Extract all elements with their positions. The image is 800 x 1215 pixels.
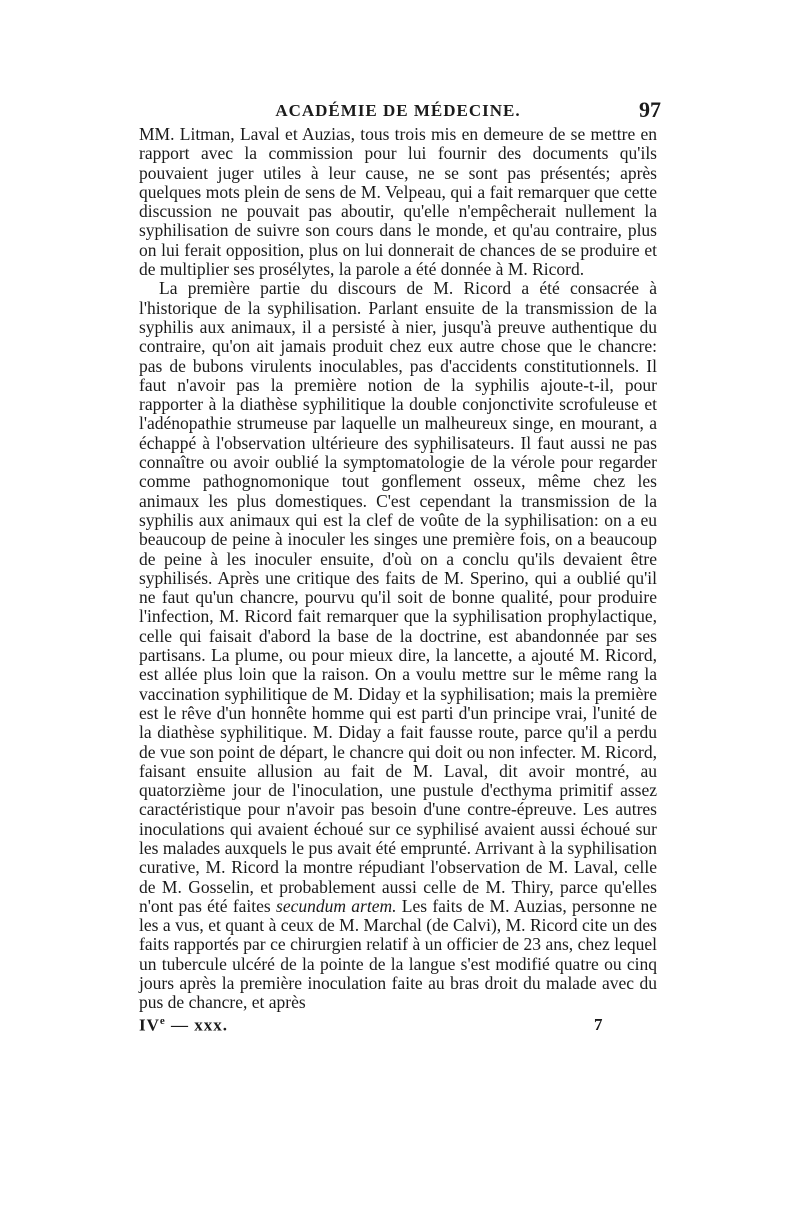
paragraph-2 (139, 279, 657, 1012)
page-footer (139, 1015, 657, 1039)
italic-phrase: secundum artem. (276, 895, 397, 916)
paragraph-2-closing: Les faits de M. Auzias, personne ne les a vus, et quant à ceux de M. Marchal (de Calvi), M. Ricord cite un des faits rapportés par ce chirurgien relatif à un officier de 23 ans, chez lequel un tubercule ulcéré de la pointe de la langue s'est modifié quatre ou cinq jours après la première inoculation faite au bras droit du malade avec du pus de chancre, et après (139, 895, 657, 1013)
signature-sup: e (159, 1014, 166, 1027)
running-title: ACADÉMIE DE MÉDECINE. (275, 101, 521, 120)
body-text (139, 125, 657, 1013)
sheet-number: 7 (594, 1014, 603, 1034)
signature-mark (139, 1015, 228, 1036)
page (139, 97, 661, 1039)
page-number: 97 (639, 97, 661, 122)
paragraph-1: MM. Litman, Laval et Auzias, tous trois mis en demeure de se mettre en rapport avec la commission pour lui fournir des documents qu'ils pouvaient juger utiles à leur cause, ne se sont pas présentés; après quelques mots plein de sens de M. Velpeau, qui a fait remarquer que cette discussion ne pouvait pas aboutir, qu'elle n'empêcherait nullement la syphilisation de suivre son cours dans le monde, et qu'au contraire, plus on lui ferait opposition, plus on lui donnerait de chances de se produire et de multiplier ses prosélytes, la parole a été donnée à M. Ricord. (139, 124, 657, 280)
signature-rest: — xxx. (165, 1015, 229, 1035)
signature-main: IV (139, 1015, 160, 1035)
paragraph-2-text: La première partie du discours de M. Ricord a été consacrée à l'historique de la syphilisation. Parlant ensuite de la transmission de la syphilis aux animaux, il a persisté à nier, jusqu'à preuve authentique du contraire, qu'on ait jamais produit chez eux autre chose que le chancre: pas de bubons virulents inoculables, pas d'accidents constitutionnels. Il faut n'avoir pas la première notion de la syphilis ajoute-t-il, pour rapporter à la diathèse syphilitique la double conjonctivite scrofuleuse et l'adénopathie strumeuse par laquelle un malheureux singe, en mourant, a échappé à l'observation ultérieure des syphilisateurs. Il faut aussi ne pas connaître ou avoir oublié la symptomatologie de la vérole pour regarder comme pathognomonique tout gonflement osseux, même chez les animaux les plus domestiques. C'est cependant la transmission de la syphilis aux animaux qui est la clef de voûte de la syphilisation: on a eu beaucoup de peine à inoculer les singes une première fois, on a beaucoup de peine à les inoculer ensuite, d'où on a conclu qu'ils devaient être syphilisés. Après une critique des faits de M. Sperino, qui a oublié qu'il ne faut qu'un chancre, pourvu qu'il soit de bonne qualité, pour produire l'infection, M. Ricord fait remarquer que la syphilisation prophylactique, celle qui faisait d'abord la base de la doctrine, est abandonnée par ses partisans. La plume, ou pour mieux dire, la lancette, a ajouté M. Ricord, est allée plus loin que la raison. On a voulu mettre sur le même rang la vaccination syphilitique de M. Diday et la syphilisation; mais la première est le rêve d'un honnête homme qui est parti d'un principe vrai, l'unité de la diathèse syphilitique. M. Diday a fait fausse route, parce qu'il a perdu de vue son point de départ, le chancre qui doit ou non infecter. M. Ricord, faisant ensuite allusion au fait de M. Laval, dit avoir montré, au quatorzième jour de l'inoculation, une pustule d'ecthyma primitif assez caractéristique pour n'avoir pas besoin d'une contre-épreuve. Les autres inoculations qui avaient échoué sur ce syphilisé avaient aussi échoué sur les malades auxquels le pus avait été emprunté. Arrivant à la syphilisation curative, M. Ricord la montre répudiant l'observation de M. Laval, celle de M. Gosselin, et probablement aussi celle de M. Thiry, parce qu'elles n'ont pas été faites (139, 278, 657, 916)
running-head (139, 97, 661, 125)
